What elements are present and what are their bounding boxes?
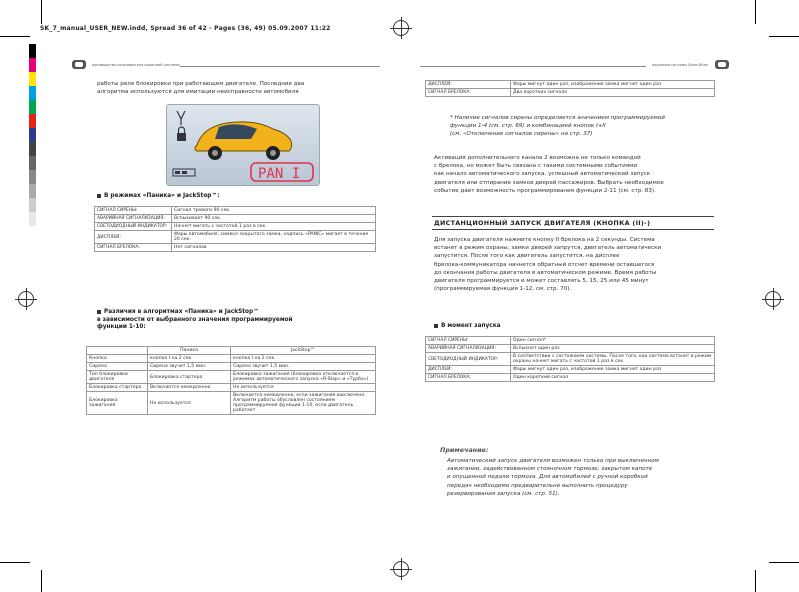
table-row: Кнопка кнопка I на 2 сек. кнопка I на 2 сек. [87, 355, 376, 363]
registration-mark-icon [765, 291, 781, 307]
antenna-icon [177, 111, 185, 125]
table-row: СИГНАЛ БРЕЛОКА: Один короткий сигнал [426, 374, 715, 382]
table-row: СВЕТОДИОДНЫЙ ИНДИКАТОР: Начнет мигать с частотой 1 раз в сек. [95, 223, 376, 231]
page-tab-icon [72, 60, 86, 69]
registration-mark-icon [393, 20, 409, 36]
lcd-panic-text: PAN I [258, 166, 301, 182]
car-display-svg [167, 105, 319, 185]
header-rule [180, 66, 380, 67]
bullet-square-icon [97, 310, 101, 314]
section-rule [432, 216, 714, 217]
panic-mode-table [94, 206, 376, 252]
panic-vs-jackstop-table [86, 346, 376, 415]
section-rule [432, 229, 714, 230]
note-title: Примечание: [440, 446, 489, 454]
lock-icon [177, 127, 186, 141]
color-swatch-strip [29, 44, 36, 226]
display-signal-table [425, 80, 715, 97]
crop-mark [41, 0, 42, 24]
right-running-header: охранная система Scher-Khan [652, 63, 709, 67]
table-row: СИГНАЛ БРЕЛОКА: Два коротких сигнала [426, 89, 715, 97]
table-row: СИГНАЛ СИРЕНЫ: Сигнал тревоги 90 сек. [95, 207, 376, 215]
bullet-square-icon [434, 324, 438, 328]
table-row: СВЕТОДИОДНЫЙ ИНДИКАТОР: В соответствии с состоянием системы. После того, как система встанет в режим охраны начнет мигать с частотой 1 раз в сек. [426, 353, 715, 366]
table-row: ДИСПЛЕЙ: Фары мигнут один раз, изображение замка мигнет один раз [426, 81, 715, 89]
crop-mark [755, 570, 756, 592]
table-row: ДИСПЛЕЙ: Фары мигнут один раз, изображение замка мигнет один раз [426, 366, 715, 374]
registration-mark-icon [18, 291, 34, 307]
crop-mark [0, 36, 30, 37]
remote-start-paragraph: Для запуска двигателя нажмите кнопку II брелока на 2 секунды. Система встанет в режим охраны, замки дверей запрутся, двигатель автоматически запустится. После того как двигатель запустится, на дисплее брелока-коммуникатора начнется обратный отсчет времени оставшегося до окончания работы двигателя в автоматическом режиме. Время работы двигателя программируется и может составлять 5, 15, 25 или 45 минут (программируемая функция 1-12, см. стр. 70). [434, 237, 662, 293]
mode-section-title: В режимах «Паника» и JackStop™: [97, 193, 220, 199]
intro-text: работы реле блокировки при работающем двигателе. Последние два алгоритма используются для имитации неисправности автомобиля [97, 81, 305, 96]
table-row: АВАРИЙНАЯ СИГНАЛИЗАЦИЯ: Вспыхнет один раз [426, 345, 715, 353]
moment-section-title: В момент запуска [434, 323, 501, 329]
crop-mark [0, 562, 30, 563]
table-row: СИГНАЛ БРЕЛОКА: Нет сигналов [95, 244, 376, 252]
remote-display-illustration [166, 104, 320, 186]
remote-start-section-title: ДИСТАНЦИОННЫЙ ЗАПУСК ДВИГАТЕЛЯ (КНОПКА (II)-) [434, 219, 651, 227]
table-row: Блокировка зажигания Не используется Включается немедленно, если зажигание выключено. Алгоритм работы обусловлен состоянием программируемой функции 1-10, если двигатель работает [87, 392, 376, 415]
table-row: Тип блокировки двигателя Блокировка стартера Блокировка зажигания (блокировка отключается в режимах автоматического запуска «R-Stop» и «Турбо») [87, 371, 376, 384]
crop-mark [41, 570, 42, 592]
note-text: Автоматический запуск двигателя возможен только при выключенном зажигании, задействованном стояночном тормозе, закрытом капоте и опущенной педали тормоза. Для автомобилей с ручной коробкой передач необходимо предварительно выполнить процедуру резервирования запуска (см. стр. 51). [447, 458, 659, 497]
table-row: Сирена Сирена звучит 1,5 мин. Сирена звучит 1,5 мин. [87, 363, 376, 371]
crop-mark [755, 0, 756, 24]
battery-icon [173, 169, 195, 176]
diff-section-title: Различия в алгоритмах «Паника» и JackStop™ в зависимости от выбранного значения программируемой функции 1-10: [97, 309, 293, 331]
table-row: ДИСПЛЕЙ: Фары автомобиля, символ закрытого замка, надпись «PANIC» мигает в течение 20 сек. [95, 231, 376, 244]
table-header-row: Паника JackStop™ [87, 347, 376, 355]
left-running-header: руководство пользователя охранной системы [92, 63, 180, 67]
crop-mark [769, 36, 799, 37]
registration-mark-icon [393, 561, 409, 577]
bullet-square-icon [97, 194, 101, 198]
table-row: АВАРИЙНАЯ СИГНАЛИЗАЦИЯ: Вспыхивает 90 сек. [95, 215, 376, 223]
siren-footnote: * Наличие сигналов сирены определяется значением программируемой функции 1-4 (см. стр. 69) и комбинацией кнопок I+II (см. «Отключение сигналов сирены» на стр. 37) [450, 115, 665, 138]
table-row: Блокировка стартера Включается немедленно Не используется [87, 384, 376, 392]
channel-paragraph: Активация дополнительного канала 2 возможна не только командой с брелока, но может быть связана с такими системными событиями как начало автоматического запуска, успешный автоматический запуск двигателя или отпирание замков дверей пассажиров. Выбрать необходимое событие дает возможность программирования функции 2-11 (см. стр. 83). [434, 155, 664, 194]
start-moment-table [425, 336, 715, 382]
table-row: СИГНАЛ СИРЕНЫ: Один сигнал* [426, 337, 715, 345]
car-icon [195, 122, 292, 160]
crop-mark [769, 562, 799, 563]
page-tab-icon [715, 60, 729, 69]
print-slug: SK_7_manual_USER_NEW.indd, Spread 36 of 42 - Pages (36, 49) 05.09.2007 11:22 [40, 25, 331, 32]
header-rule [420, 66, 646, 67]
